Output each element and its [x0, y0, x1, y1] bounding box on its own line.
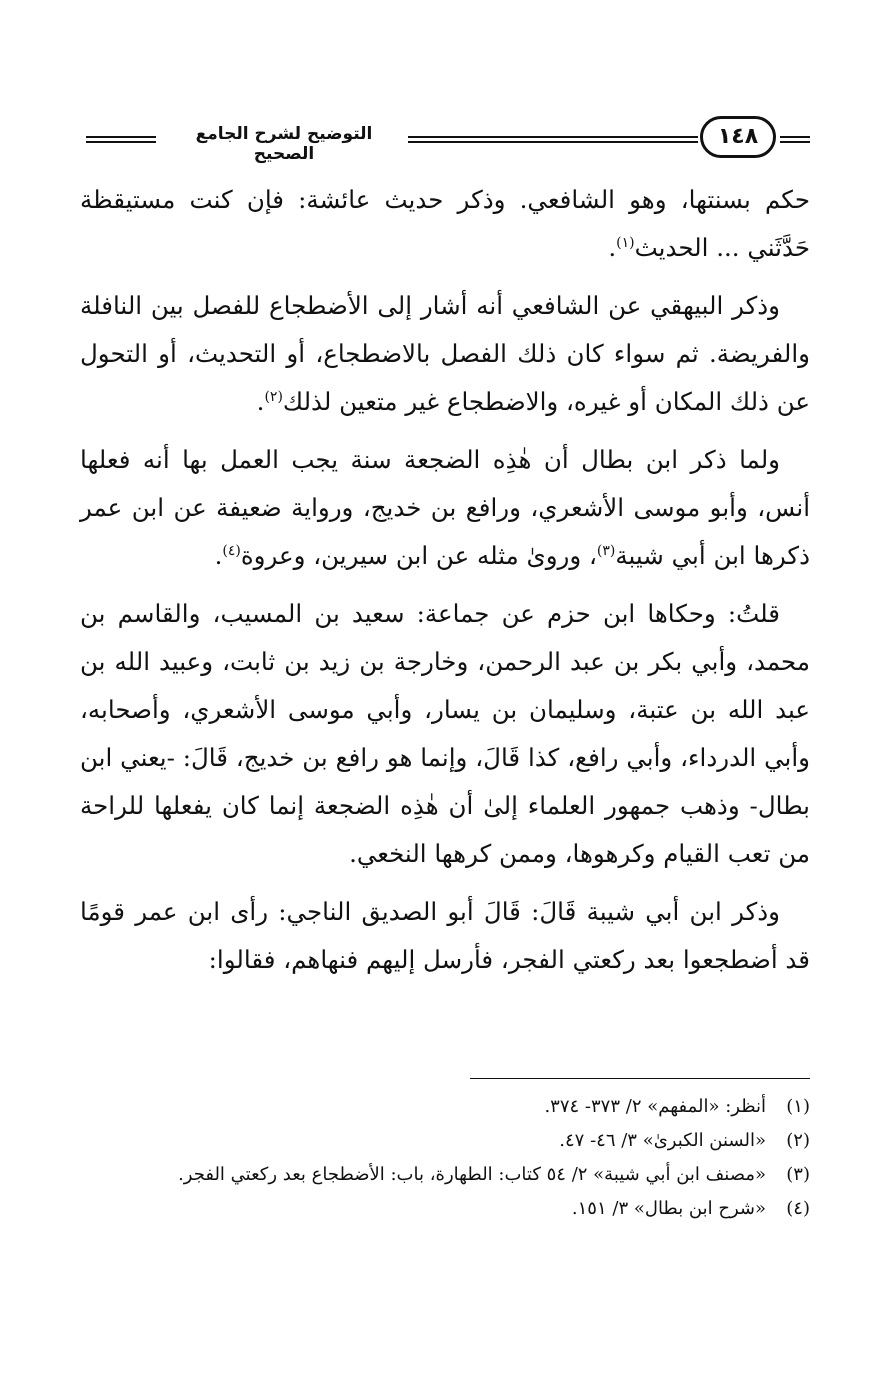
footnote-ref[interactable]: (٢): [264, 388, 283, 405]
header-rule-right: [780, 136, 810, 143]
footnote-text: «السنن الكبرىٰ» ٣/ ٤٦- ٤٧.: [559, 1130, 766, 1151]
page-number: ١٤٨: [717, 124, 759, 149]
paragraph-text: ولما ذكر ابن بطال أن هٰذِه الضجعة سنة يجب العمل بها أنه فعلها أنس، وأبو موسى الأشعري، ورافع بن خديج، ورواية ضعيفة عن ابن عمر ذكرها ابن أبي شيبة: [80, 445, 810, 570]
footnote-number: (٤): [786, 1198, 810, 1219]
header-rule-left: [86, 136, 156, 143]
paragraph-text: قلتُ: وحكاها ابن حزم عن جماعة: سعيد بن المسيب، والقاسم بن محمد، وأبي بكر بن عبد الرحمن، وخارجة بن زيد بن ثابت، وعبيد الله بن عبد الله بن عتبة، وسليمان بن يسار، وأبي موسى الأشعري، وأصحابه، وأبي الدرداء، وأبي رافع، كذا قَالَ، وإنما هو رافع بن خديج، قَالَ: -يعني ابن بطال- وذهب جمهور العلماء إلىٰ أن هٰذِه الضجعة إنما كان يفعلها للراحة من تعب القيام وكرهوها، وممن كرهها النخعي.: [80, 599, 810, 868]
footnote-4: [80, 1192, 810, 1226]
paragraph-2: [80, 282, 810, 426]
footnote-number: (٢): [786, 1130, 810, 1151]
footnote-ref[interactable]: (٤): [222, 542, 241, 559]
header-rule-middle: [408, 136, 698, 143]
footnote-ref[interactable]: (١): [616, 234, 635, 251]
paragraph-text: وذكر ابن أبي شيبة قَالَ: قَالَ أبو الصديق الناجي: رأى ابن عمر قومًا قد أضطجعوا بعد ركعتي الفجر، فأرسل إليهم فنهاهم، فقالوا:: [80, 897, 810, 974]
footnote-3: [80, 1158, 810, 1192]
paragraph-text: حكم بسنتها، وهو الشافعي. وذكر حديث عائشة: فإن كنت مستيقظة حَدَّثَني ... الحديث: [80, 185, 810, 262]
footnote-1: [80, 1090, 810, 1124]
paragraph-tail: .: [256, 387, 265, 416]
page-header: [80, 114, 810, 164]
page-number-frame: [700, 116, 776, 158]
main-text: [80, 176, 810, 994]
paragraph-4: [80, 590, 810, 878]
footnote-text: «مصنف ابن أبي شيبة» ٢/ ٥٤ كتاب: الطهارة، باب: الأضطجاع بعد ركعتي الفجر.: [178, 1164, 766, 1185]
footnote-2: [80, 1124, 810, 1158]
paragraph-text: وذكر البيهقي عن الشافعي أنه أشار إلى الأضطجاع للفصل بين النافلة والفريضة. ثم سواء كان ذلك الفصل بالاضطجاع، أو التحديث، أو التحول عن ذلك المكان أو غيره، والاضطجاع غير متعين لذلك: [80, 291, 810, 416]
footnote-number: (٣): [786, 1164, 810, 1185]
footnote-text: أنظر: «المفهم» ٢/ ٣٧٣- ٣٧٤.: [544, 1096, 766, 1117]
paragraph-1: [80, 176, 810, 272]
paragraph-3: [80, 436, 810, 580]
paragraph-5: [80, 888, 810, 984]
footnote-ref[interactable]: (٣): [596, 542, 616, 559]
footnotes: [80, 1090, 810, 1226]
footnote-text: «شرح ابن بطال» ٣/ ١٥١.: [571, 1198, 766, 1219]
paragraph-mid: ، وروىٰ مثله عن ابن سيرين، وعروة: [240, 541, 597, 570]
footnote-number: (١): [786, 1096, 810, 1117]
paragraph-tail: .: [608, 233, 617, 262]
footnote-separator: [470, 1078, 810, 1079]
paragraph-tail: .: [214, 541, 223, 570]
running-title: التوضيح لشرح الجامع الصحيح: [195, 124, 373, 164]
